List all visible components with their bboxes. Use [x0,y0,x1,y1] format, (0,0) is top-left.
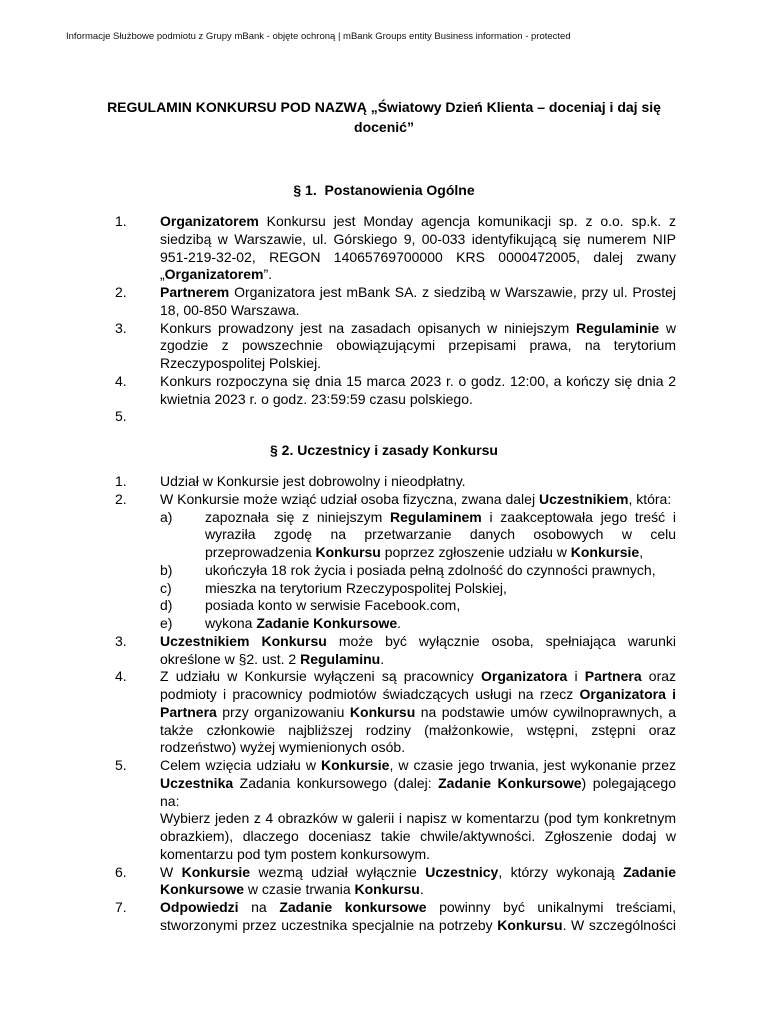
text-line [160,302,676,320]
text-line [160,373,676,391]
text-run: siedzibą w Warszawie, ul. Górskiego 9, 00-033 identyfikującą się numerem NIP [160,230,676,247]
sub-list-item [160,561,676,580]
item-text [160,668,676,757]
sub-item-letter: a) [160,508,173,525]
bold-text: Zadanie konkursowe [279,899,427,915]
text-run: . [419,881,424,898]
item-text [160,864,676,900]
bold-text: Konkursu [497,916,563,933]
bold-text: Konkursie [320,757,390,773]
text-line [160,651,676,669]
bold-text: Regulaminie [575,319,660,336]
text-line [160,739,676,757]
sub-item-letter: c) [160,579,172,596]
section-heading: § 2. Uczestnicy i zasady Konkursu [270,442,498,458]
section-heading: § 1. Postanowienia Ogólne [293,182,475,198]
list-item [115,408,676,426]
text-run: wezmą udział wyłącznie [250,863,426,880]
list-item [115,863,676,900]
text-run: Udział w Konkursie jest dobrowolny i nieodpłatny. [160,473,466,489]
bold-text: Partnera [160,703,217,720]
bold-text: Konkursie [570,544,640,560]
bold-text: Zadanie Konkursowe [256,615,398,631]
text-run: oraz [641,668,677,685]
item-number: 1. [115,473,127,489]
text-line [160,473,676,491]
item-number: 3. [115,319,127,336]
text-run: powinny być unikalnymi treściami, [426,899,677,915]
text-line [160,775,676,793]
item-number: 5. [115,408,127,425]
item-number: 7. [115,899,127,915]
bold-text: Uczestnicy [425,863,499,880]
text-line [160,917,676,935]
text-line [205,544,676,562]
title-line: docenić” [354,119,414,135]
text-run: może być wyłącznie osoba, spełniająca warunki [326,632,676,649]
list-item [115,757,676,864]
text-run: zapoznała się z niniejszym [205,508,390,525]
text-run: na [238,899,280,915]
sub-item-text [205,615,676,633]
text-run: , którzy wykonają [498,863,624,880]
item-text [160,473,676,491]
text-run: Z udziału w Konkursie wyłączeni są pracownicy [160,668,481,685]
bold-text: Konkursie [181,863,251,880]
text-line [160,722,676,740]
text-line [160,881,676,899]
text-line [160,355,676,373]
bold-text: Zadanie [623,863,676,880]
bold-text: Konkursowe [160,881,245,898]
item-number: 1. [115,213,127,229]
item-number: 4. [115,372,127,389]
text-run: W Konkursie może wziąć udział osoba fizyczna, zwana dalej [160,490,539,507]
text-run: stworzonymi przez uczestnika specjalnie na potrzeby [160,916,498,933]
item-text [160,284,676,320]
text-run: , [639,544,644,560]
sub-list-item [160,615,676,633]
text-run: i [567,668,585,685]
item-text [160,491,676,509]
list-item [115,372,676,409]
item-text [160,320,676,373]
text-run: poprzez zgłoszenie udziału w [380,544,571,560]
text-line [205,615,676,633]
sub-item-letter: d) [160,597,173,614]
text-line [160,231,676,249]
section-1 [0,181,768,426]
item-text [160,899,676,935]
text-run: Konkurs prowadzony jest na zasadach opisanych w niniejszym [160,319,576,336]
text-line [160,704,676,722]
text-line [160,213,676,231]
text-run: . W szczególności [562,916,676,933]
text-line [160,266,676,284]
text-run: na: [160,792,180,809]
text-line [160,864,676,882]
text-line [160,828,676,846]
item-number: 6. [115,863,127,880]
bold-text: Konkursu [315,544,381,560]
bold-text: Konkursu [354,881,420,898]
text-run: Organizatora jest mBank SA. z siedzibą w Warszawie, przy ul. Prostej [229,284,676,300]
text-run: ”. [263,266,273,283]
text-run: i zaakceptowała jego treść i [481,508,676,525]
numbered-list [0,473,768,935]
text-run: kwietnia 2023 r. o godz. 23:59:59 czasu polskiego. [160,390,473,407]
text-line [160,846,676,864]
text-line [205,580,676,598]
item-number: 3. [115,632,127,649]
list-item [115,899,677,935]
document-body [0,97,768,950]
text-run: zgodzie z powszechnie obowiązującymi przepisami prawa, na terytorium [160,337,676,354]
text-run: Celem wzięcia udziału w [160,757,321,773]
item-text [160,633,676,669]
text-line [205,509,676,527]
text-line [160,810,676,828]
text-run: podmioty i pracownicy podmiotów świadczących usługi na rzecz [160,686,580,702]
text-line [160,284,676,302]
text-run: Konkursu jest Monday agencja komunikacji sp. z o.o. sp.k. z [258,213,676,229]
sub-item-text [205,509,676,562]
item-number: 2. [115,284,127,300]
text-run: posiada konto w serwisie Facebook.com, [205,597,461,614]
classification-notice: Informacje Służbowe podmiotu z Grupy mBank - objęte ochroną | mBank Groups entity Business information - protected [66,31,571,42]
bold-text: Organizatorem [164,266,264,283]
text-run: . [397,615,402,631]
text-run: mieszka na terytorium Rzeczypospolitej Polskiej, [205,579,507,596]
text-line [160,249,676,267]
text-run: „ [160,266,165,283]
item-number: 5. [115,757,127,773]
text-line [160,899,676,917]
text-line [205,526,676,544]
item-text [160,757,676,864]
section-2 [0,441,768,935]
text-run: Wybierz jeden z 4 obrazków w galerii i napisz w komentarzu (pod tym konkretnym [160,810,676,827]
text-line [160,633,676,651]
bold-text: Zadanie Konkursowe [438,774,582,791]
item-number: 2. [115,490,127,507]
list-item [115,490,676,633]
sub-item-text [205,580,676,598]
title-line: REGULAMIN KONKURSU POD NAZWĄ „Światowy Dzień Klienta – doceniaj i daj się [107,99,661,115]
list-item [115,319,676,373]
text-line [160,793,676,811]
text-run: Konkurs rozpoczyna się dnia 15 marca 2023 r. o godz. 12:00, a kończy się dnia 2 [160,372,676,389]
text-line [160,337,676,355]
text-run: W [160,863,182,880]
text-line [205,562,676,580]
bold-text: Uczestnikiem [538,490,629,507]
bold-text: Uczestnika [160,774,234,791]
text-run: ukończyła 18 rok życia i posiada pełną zdolność do czynności prawnych, [205,561,656,578]
text-line [160,391,676,409]
text-run: ) polegającego [581,774,676,791]
text-run: , w czasie jego trwania, jest wykonanie przez [389,757,676,773]
text-run: 18, 00-850 Warszawa. [160,301,300,318]
bold-text: Partnera [584,668,642,685]
text-run: obrazkiem), dlaczego doceniasz takie chwile/aktywności. Zgłoszenie dodaj w [160,828,676,844]
bold-text: Partnerem [160,284,230,300]
sub-item-text [205,597,676,615]
list-item [115,473,676,491]
bold-text: Konkursu [349,703,416,720]
text-line [160,668,676,686]
text-run: , która: [628,490,672,507]
sub-list-item [160,508,676,562]
text-run: wyraziła zgodę na przetwarzanie danych osobowych w celu [205,526,676,543]
list-item [115,668,677,757]
bold-text: Organizatora [480,668,568,685]
list-item [115,284,676,320]
numbered-list [0,213,768,426]
text-run: w czasie trwania [244,881,355,898]
sub-item-letter: b) [160,561,173,578]
sections-container [0,181,768,935]
item-text [160,373,676,409]
text-line [160,757,676,775]
text-line [205,597,676,615]
text-line [160,686,676,704]
bold-text: Odpowiedzi [160,899,239,915]
sub-list-item [160,597,676,615]
sub-list-item [160,579,676,598]
text-run: określone w §2. ust. 2 [160,650,301,667]
text-line [160,491,676,509]
text-run: wykona [205,615,257,631]
text-run: w [659,319,676,336]
text-run: także członkowie najbliższej rodziny (małżonkowie, wstępni, zstępni oraz [160,721,676,738]
bold-text: Organizatorem [160,213,259,229]
text-run: Rzeczypospolitej Polskiej. [160,355,322,371]
text-run: . [380,650,385,667]
text-run: na podstawie umów cywilnoprawnych, a [415,703,676,720]
bold-text: Regulaminem [389,508,482,525]
item-text [160,213,676,284]
text-run: rodzeństwo) wyżej wymienionych osób. [160,739,406,756]
text-run: przy organizowaniu [216,703,350,720]
text-run: komentarzu pod tym postem konkursowym. [160,845,430,862]
text-line [160,320,676,338]
text-run: przeprowadzenia [205,544,316,560]
list-item [115,632,676,669]
text-run: Zadania konkursowego (dalej: [233,774,439,791]
document-title [100,97,668,137]
bold-text: Regulaminu [300,650,381,667]
bold-text: Organizatora i [579,686,676,702]
list-item [115,213,676,284]
item-number: 4. [115,668,127,685]
sub-item-text [205,562,676,580]
bold-text: Uczestnikiem Konkursu [160,632,327,649]
text-run: 951-219-32-02, REGON 14065769700000 KRS 0000472005, dalej zwany [160,248,676,265]
sub-item-letter: e) [160,615,173,631]
